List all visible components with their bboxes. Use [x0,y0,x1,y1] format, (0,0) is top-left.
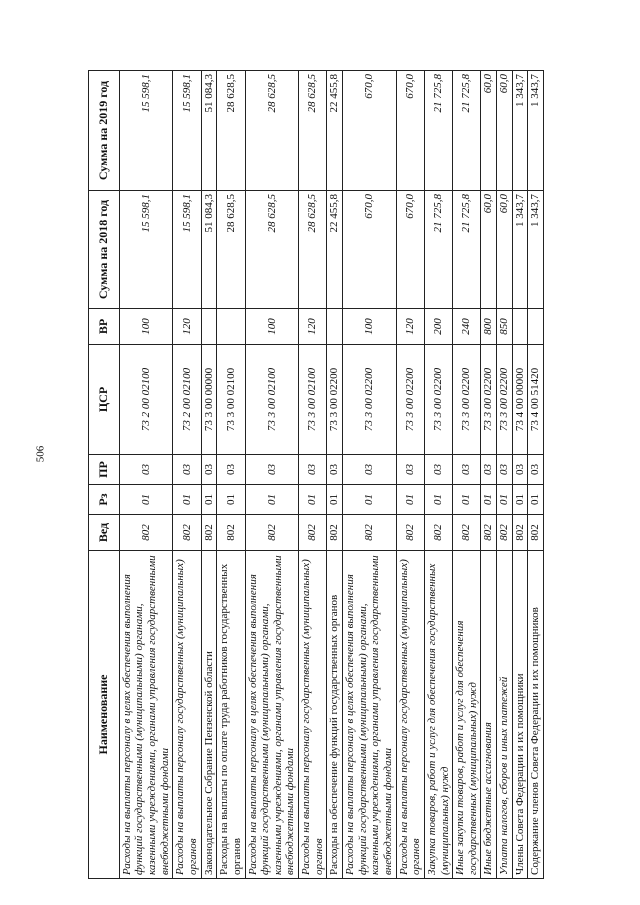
cell-sum-2018: 28 628,5 [245,191,299,309]
cell-sum-2019: 15 598,1 [173,71,201,191]
table-row [173,71,201,879]
cell-name: Расходы на выплаты персоналу в целях обеспечения выполнения функций государственными (муниципальными) органами, казенными учреждениями, органами управления государственными внебюджетными фондами [245,551,299,879]
cell-csr: 73 3 00 02100 [299,345,327,455]
cell-ved: 802 [528,515,544,551]
table-row [245,71,299,879]
table-row [512,71,528,879]
cell-pr: 03 [119,455,173,485]
cell-sum-2019: 1 343,7 [528,71,544,191]
cell-ved: 802 [327,515,343,551]
table-row [201,71,217,879]
cell-ved: 802 [396,515,424,551]
cell-rz: 01 [119,485,173,515]
cell-rz: 01 [396,485,424,515]
cell-pr: 03 [201,455,217,485]
cell-name: Расходы на выплаты персоналу государственных (муниципальных) органов [299,551,327,879]
cell-ved: 802 [481,515,497,551]
cell-csr: 73 3 00 02200 [424,345,452,455]
cell-sum-2019: 22 455,8 [327,71,343,191]
cell-sum-2019: 1 343,7 [512,71,528,191]
cell-name: Закупка товаров, работ и услуг для обеспечения государственных (муниципальных) нужд [424,551,452,879]
cell-name: Уплата налогов, сборов и иных платежей [497,551,513,879]
cell-vr: 100 [119,309,173,345]
cell-sum-2019: 51 084,3 [201,71,217,191]
cell-rz: 01 [327,485,343,515]
cell-pr: 03 [481,455,497,485]
cell-rz: 01 [173,485,201,515]
cell-name: Содержание членов Совета Федерации и их помощников [528,551,544,879]
cell-sum-2018: 51 084,3 [201,191,217,309]
cell-pr: 03 [173,455,201,485]
cell-sum-2018: 28 628,5 [217,191,245,309]
cell-sum-2019: 28 628,5 [245,71,299,191]
header-ved: Вед [89,515,120,551]
cell-name: Законодательное Собрание Пензенской области [201,551,217,879]
cell-sum-2018: 28 628,5 [299,191,327,309]
cell-vr: 800 [481,309,497,345]
cell-rz: 01 [424,485,452,515]
cell-sum-2018: 15 598,1 [119,191,173,309]
cell-vr [528,309,544,345]
cell-pr: 03 [424,455,452,485]
cell-ved: 802 [512,515,528,551]
cell-sum-2018: 1 343,7 [528,191,544,309]
cell-csr: 73 3 00 02100 [217,345,245,455]
cell-pr: 03 [512,455,528,485]
cell-csr: 73 3 00 00000 [201,345,217,455]
table-row [453,71,481,879]
cell-vr: 850 [497,309,513,345]
cell-sum-2018: 22 455,8 [327,191,343,309]
cell-vr: 100 [245,309,299,345]
table-row [396,71,424,879]
cell-vr: 120 [396,309,424,345]
cell-csr: 73 3 00 02200 [497,345,513,455]
cell-csr: 73 3 00 02200 [481,345,497,455]
table-header-row [89,71,120,879]
header-pr: ПР [89,455,120,485]
cell-sum-2018: 1 343,7 [512,191,528,309]
cell-sum-2018: 15 598,1 [173,191,201,309]
table-row [424,71,452,879]
cell-sum-2019: 670,0 [343,71,397,191]
cell-name: Расходы на выплаты персоналу в целях обеспечения выполнения функций государственными (муниципальными) органами, казенными учреждениями, органами управления государственными внебюджетными фондами [119,551,173,879]
cell-sum-2018: 60,0 [497,191,513,309]
cell-rz: 01 [528,485,544,515]
cell-ved: 802 [119,515,173,551]
cell-vr [512,309,528,345]
cell-vr: 240 [453,309,481,345]
header-sum-2019: Сумма на 2019 год [89,71,120,191]
cell-ved: 802 [497,515,513,551]
cell-rz: 01 [245,485,299,515]
cell-sum-2018: 60,0 [481,191,497,309]
cell-vr [327,309,343,345]
cell-rz: 01 [343,485,397,515]
cell-pr: 03 [327,455,343,485]
cell-rz: 01 [497,485,513,515]
cell-vr [217,309,245,345]
cell-pr: 03 [528,455,544,485]
cell-ved: 802 [343,515,397,551]
cell-csr: 73 3 00 02200 [343,345,397,455]
cell-ved: 802 [453,515,481,551]
cell-csr: 73 2 00 02100 [119,345,173,455]
header-vr: ВР [89,309,120,345]
table-row [497,71,513,879]
table-row [528,71,544,879]
cell-sum-2019: 21 725,8 [453,71,481,191]
header-rz: Рз [89,485,120,515]
cell-name: Расходы на выплаты по оплате труда работников государственных органов [217,551,245,879]
cell-pr: 03 [497,455,513,485]
cell-vr: 120 [173,309,201,345]
cell-rz: 01 [481,485,497,515]
cell-rz: 01 [299,485,327,515]
cell-name: Расходы на обеспечение функций государственных органов [327,551,343,879]
rotated-table-container [88,71,550,879]
cell-name: Расходы на выплаты персоналу государственных (муниципальных) органов [396,551,424,879]
cell-pr: 03 [343,455,397,485]
cell-sum-2019: 28 628,5 [217,71,245,191]
cell-sum-2019: 60,0 [497,71,513,191]
table-row [217,71,245,879]
cell-csr: 73 3 00 02200 [453,345,481,455]
cell-sum-2019: 670,0 [396,71,424,191]
cell-ved: 802 [217,515,245,551]
cell-name: Иные закупки товаров, работ и услуг для обеспечения государственных (муниципальных) нужд [453,551,481,879]
cell-sum-2018: 670,0 [396,191,424,309]
table-row [327,71,343,879]
cell-pr: 03 [299,455,327,485]
cell-pr: 03 [245,455,299,485]
cell-ved: 802 [173,515,201,551]
cell-sum-2019: 15 598,1 [119,71,173,191]
cell-vr: 200 [424,309,452,345]
cell-rz: 01 [217,485,245,515]
cell-rz: 01 [453,485,481,515]
cell-sum-2018: 21 725,8 [453,191,481,309]
header-sum-2018: Сумма на 2018 год [89,191,120,309]
cell-name: Иные бюджетные ассигнования [481,551,497,879]
cell-csr: 73 3 00 02200 [327,345,343,455]
table-row [299,71,327,879]
page-number: 506 [34,445,47,463]
table-body [119,71,543,879]
cell-sum-2019: 60,0 [481,71,497,191]
cell-vr: 100 [343,309,397,345]
cell-name: Члены Совета Федерации и их помощники [512,551,528,879]
cell-vr: 120 [299,309,327,345]
cell-name: Расходы на выплаты персоналу государственных (муниципальных) органов [173,551,201,879]
budget-table [88,70,544,879]
cell-sum-2019: 21 725,8 [424,71,452,191]
cell-sum-2018: 670,0 [343,191,397,309]
table-row [481,71,497,879]
cell-rz: 01 [201,485,217,515]
cell-pr: 03 [396,455,424,485]
cell-csr: 73 4 00 51420 [528,345,544,455]
cell-pr: 03 [453,455,481,485]
cell-rz: 01 [512,485,528,515]
cell-ved: 802 [245,515,299,551]
cell-csr: 73 4 00 00000 [512,345,528,455]
cell-sum-2019: 28 628,5 [299,71,327,191]
cell-csr: 73 3 00 02200 [396,345,424,455]
header-csr: ЦСР [89,345,120,455]
table-row [119,71,173,879]
cell-sum-2018: 21 725,8 [424,191,452,309]
cell-ved: 802 [424,515,452,551]
cell-ved: 802 [201,515,217,551]
cell-ved: 802 [299,515,327,551]
cell-csr: 73 3 00 02100 [245,345,299,455]
cell-name: Расходы на выплаты персоналу в целях обеспечения выполнения функций государственными (муниципальными) органами, казенными учреждениями, органами управления государственными внебюджетными фондами [343,551,397,879]
table-row [343,71,397,879]
cell-pr: 03 [217,455,245,485]
header-name: Наименование [89,551,120,879]
cell-csr: 73 2 00 02100 [173,345,201,455]
cell-vr [201,309,217,345]
